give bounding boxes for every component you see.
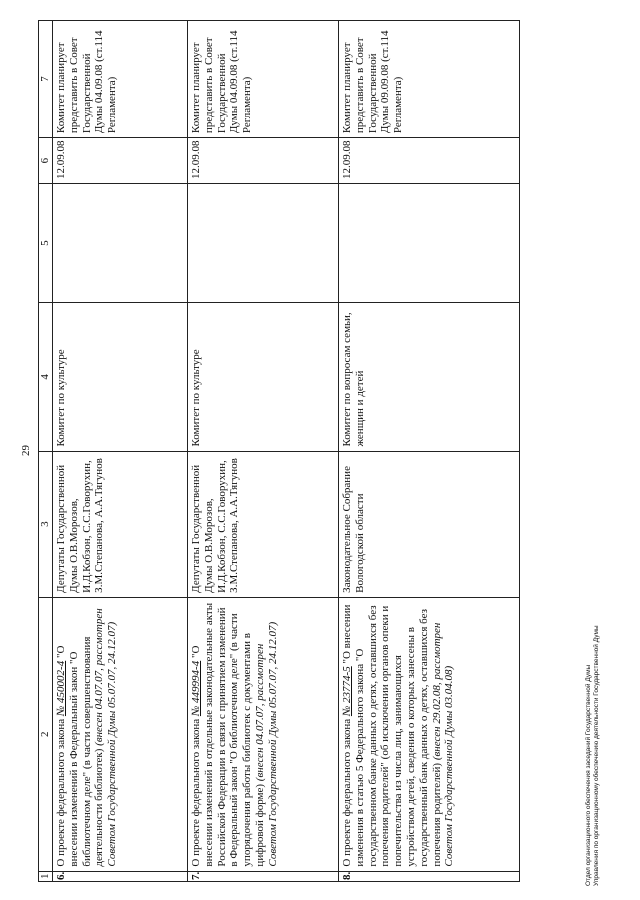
empty-cell (53, 184, 188, 303)
footer-line-1: Отдел организационного обеспечения заседаний Государственной Думы (585, 664, 592, 886)
header-cell: 7 (39, 21, 53, 138)
note-cell: Комитет планирует представить в Совет Государственной Думы 09.09.08 (ст.114 Регламента) (339, 21, 520, 138)
footer (585, 625, 601, 886)
bill-title: "О внесении изменений в отдельные законодательные акты Российской Федерации в связи с принятием изменений в Федеральный закон "О библиотечном деле" (190, 602, 241, 867)
bill-intro: О проекте федерального закона (190, 716, 202, 867)
committee-cell: Комитет по культуре (188, 303, 339, 451)
row-number: 6. (53, 871, 188, 881)
committee-cell: Комитет по вопросам семьи, женщин и детей (339, 303, 520, 451)
committee-cell: Комитет по культуре (53, 303, 188, 451)
row-number: 7. (188, 871, 339, 881)
note-cell: Комитет планирует представить в Совет Государственной Думы 04.09.08 (ст.114 Регламента) (53, 21, 188, 138)
footer-line-2: Управления по организационному обеспечению деятельности Государственной Думы (593, 625, 600, 886)
header-cell: 5 (39, 184, 53, 303)
bill-intro: О проекте федерального закона (55, 716, 67, 867)
date-cell: 12.09.08 (53, 138, 188, 184)
bill-description (53, 597, 188, 871)
header-cell: 6 (39, 138, 53, 184)
row-number: 8. (339, 871, 520, 881)
bill-title: "О внесении изменения в статью 5 Федерального закона "О государственном банке данных о детях, оставшихся без попечения родителей" (341, 604, 392, 867)
bills-table (38, 20, 520, 882)
bill-description (188, 597, 339, 871)
table-row (188, 21, 339, 882)
table-header-row (39, 21, 53, 882)
empty-cell (188, 184, 339, 303)
bill-description (339, 597, 520, 871)
header-cell: 1 (39, 871, 53, 881)
bill-detail: (об исключении органов опеки и попечительства из числа лиц, занимающихся устройством детей, сведения о которых занесены в государственный банк данных о детях, оставшихся без попечения родителей) (379, 605, 443, 867)
empty-cell (339, 184, 520, 303)
date-cell: 12.09.08 (188, 138, 339, 184)
bill-detail: (в части совершенствования деятельности библиотек) (80, 636, 106, 867)
page-number: 29 (20, 445, 32, 456)
table-row (339, 21, 520, 882)
header-cell: 4 (39, 303, 53, 451)
bill-submitted: (внесен 29.02.08, рассмотрен Советом Государственной Думы 03.04.08) (430, 622, 456, 867)
bill-number: № 450002-4 (55, 660, 67, 717)
bill-title: "О внесении изменений в Федеральный закон "О библиотечном деле" (55, 645, 93, 867)
note-cell: Комитет планирует представить в Совет Государственной Думы 04.09.08 (ст.114 Регламента) (188, 21, 339, 138)
bill-detail: (в части упорядочения работы библиотек с документами в цифровой форме) (228, 613, 266, 867)
initiator-cell: Законодательное Собрание Вологодской области (339, 451, 520, 597)
bill-submitted: (внесен 04.07.07, рассмотрен Советом Государственной Думы 05.07.07, 24.12.07) (253, 621, 279, 867)
initiator-cell: Депутаты Государственной Думы О.В.Морозов, И.Д.Кобзон, С.С.Говорухин, З.М.Степанова, А.А.Тягунов (53, 451, 188, 597)
bill-submitted: (внесен 04.07.07, рассмотрен Советом Государственной Думы 05.07.07, 24.12.07) (93, 608, 119, 867)
bill-number: № 23774-5 (341, 666, 353, 717)
header-cell: 2 (39, 597, 53, 871)
initiator-cell: Депутаты Государственной Думы О.В.Морозов, И.Д.Кобзон, С.С.Говорухин, З.М.Степанова, А.А.Тягунов (188, 451, 339, 597)
header-cell: 3 (39, 451, 53, 597)
date-cell: 12.09.08 (339, 138, 520, 184)
bill-intro: О проекте федерального закона (341, 716, 353, 867)
bill-number: № 449994-4 (190, 660, 202, 717)
table-row (53, 21, 188, 882)
